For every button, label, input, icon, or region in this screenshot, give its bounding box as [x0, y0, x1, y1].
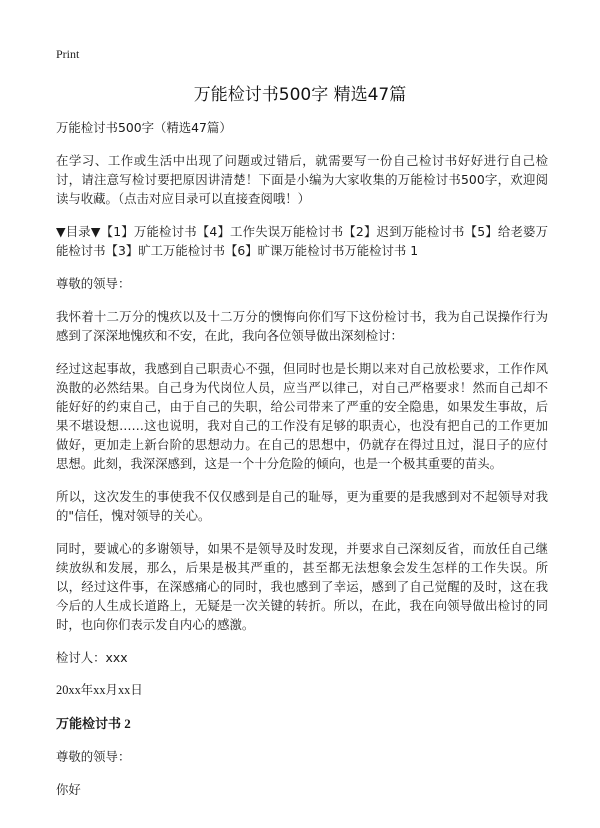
greeting-2: 尊敬的领导： [56, 749, 131, 764]
article-body [56, 118, 548, 813]
print-link[interactable]: Print [56, 47, 80, 61]
article-subtitle: 万能检讨书500字（精选47篇） [56, 120, 232, 135]
table-of-contents[interactable]: ▼目录▼【1】万能检讨书【4】工作失误万能检讨书【2】迟到万能检讨书【5】给老婆万能检讨书【3】旷工万能检讨书【6】旷课万能检讨书万能检讨书 1 [56, 224, 548, 258]
section-heading-2: 万能检讨书 2 [56, 716, 131, 731]
body-paragraph-4: 同时，要诚心的多谢领导，如果不是领导及时发现，并要求自己深刻反省，而放任自己继续放纵和发展，那么，后果是极其严重的，甚至都无法想象会发生怎样的工作失误。所以，经过这件事，在深感痛心的同时，我也感到了幸运，感到了自己觉醒的及时，这在我今后的人生成长道路上，无疑是一次关键的转折。所以，在此，我在向领导做出检讨的同时，也向你们表示发自内心的感激。 [56, 541, 548, 632]
opening-2: 你好 [56, 782, 81, 797]
body-paragraph-2: 经过这起事故，我感到自己职责心不强，但同时也是长期以来对自己放松要求，工作作风涣散的必然结果。自己身为代岗位人员，应当严以律己，对自己严格要求！然而自己却不能好好的约束自己，由于自己的失职，给公司带来了严重的安全隐患，如果发生事故，后果不堪设想……这也说明，我对自己的工作没有足够的职责心，也没有把自己的工作更加做好，更加走上新台阶的思想动力。在自己的思想中，仍就存在得过且过，混日子的应付思想。此刻，我深深感到，这是一个十分危险的倾向，也是一个极其重要的苗头。 [56, 361, 548, 471]
signature-line: 检讨人：xxx [56, 650, 128, 665]
date-line: 20xx年xx月xx日 [56, 683, 143, 697]
body-paragraph-3: 所以，这次发生的事使我不仅仅感到是自己的耻辱，更为重要的是我感到对不起领导对我的"信任，愧对领导的关心。 [56, 489, 548, 523]
intro-paragraph: 在学习、工作或生活中出现了问题或过错后，就需要写一份自己检讨书好好进行自己检讨，请注意写检讨要把原因讲清楚！下面是小编为大家收集的万能检讨书500字，欢迎阅读与收藏。（点击对应目录可以直接查阅哦！） [56, 153, 548, 206]
greeting: 尊敬的领导： [56, 276, 131, 291]
page-title: 万能检讨书500字 精选47篇 [193, 85, 407, 105]
body-paragraph-1: 我怀着十二万分的愧疚以及十二万分的懊悔向你们写下这份检讨书，我为自己误操作行为感到了深深地愧疚和不安，在此，我向各位领导做出深刻检讨： [56, 309, 548, 343]
